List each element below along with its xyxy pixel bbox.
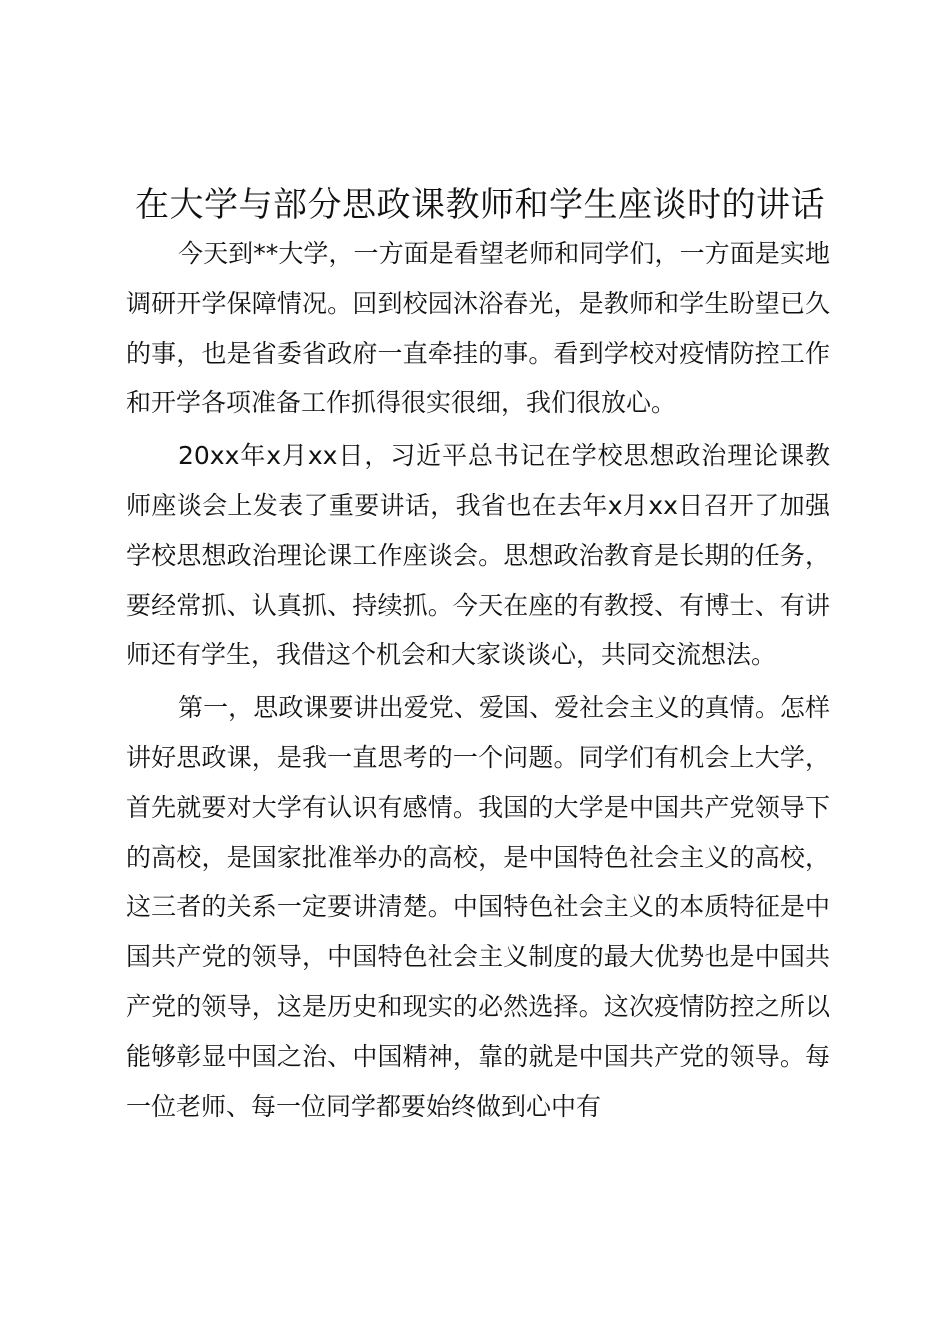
- paragraph-background: 20xx年x月xx日，习近平总书记在学校思想政治理论课教师座谈会上发表了重要讲话，我省也在去年x月xx日召开了加强学校思想政治理论课工作座谈会。思想政治教育是长期的任务，要经常抓、认真抓、持续抓。今天在座的有教授、有博士、有讲师还有学生，我借这个机会和大家谈谈心，共同交流想法。: [126, 441, 830, 670]
- document-body: [126, 229, 830, 1131]
- paragraph-intro: 今天到**大学，一方面是看望老师和同学们，一方面是实地调研开学保障情况。回到校园沐浴春光，是教师和学生盼望已久的事，也是省委省政府一直牵挂的事。看到学校对疫情防控工作和开学各项准备工作抓得很实很细，我们很放心。: [126, 239, 830, 418]
- document-title: 在大学与部分思政课教师和学生座谈时的讲话: [135, 185, 825, 225]
- paragraph-point-one: 第一，思政课要讲出爱党、爱国、爱社会主义的真情。怎样讲好思政课，是我一直思考的一个问题。同学们有机会上大学，首先就要对大学有认识有感情。我国的大学是中国共产党领导下的高校，是国家批准举办的高校，是中国特色社会主义的高校，这三者的关系一定要讲清楚。中国特色社会主义的本质特征是中国共产党的领导，中国特色社会主义制度的最大优势也是中国共产党的领导，这是历史和现实的必然选择。这次疫情防控之所以能够彰显中国之治、中国精神，靠的就是中国共产党的领导。每一位老师、每一位同学都要始终做到心中有: [126, 693, 830, 1121]
